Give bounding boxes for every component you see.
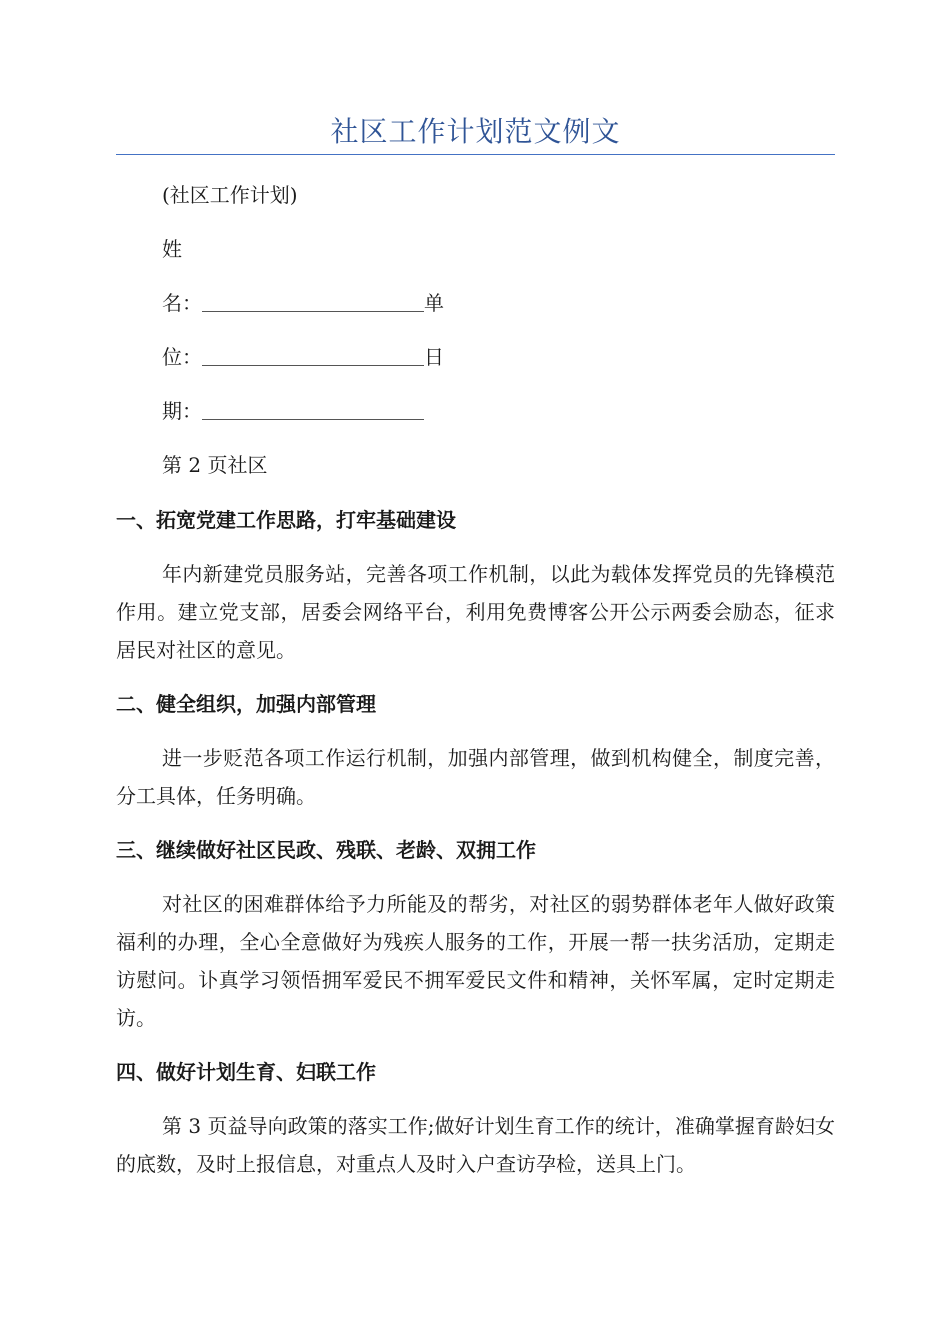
form-line-unit (162, 342, 444, 372)
section-2-body: 进一步贬范各项工作运行机制，加强内部管理，做到机构健全，制度完善，分工具体，任务明确。 (116, 746, 835, 808)
name-blank (202, 293, 424, 312)
form-line-date (162, 396, 424, 426)
page-marker: 第 2 页社区 (162, 453, 268, 477)
title-underline (116, 154, 835, 155)
section-1-heading: 一、拓宽党建工作思路，打牢基础建设 (116, 508, 456, 532)
section-4-heading: 四、做好计划生育、妇联工作 (116, 1060, 376, 1084)
form-line-name (162, 288, 444, 318)
date-label-start: 日 (424, 345, 444, 369)
name-label: 名： (162, 291, 202, 315)
form-line-name-start: 姓 (162, 237, 182, 261)
unit-label: 位： (162, 345, 202, 369)
date-label: 期： (162, 399, 202, 423)
section-3-heading: 三、继续做好社区民政、残联、老龄、双拥工作 (116, 838, 536, 862)
subtitle: (社区工作计划) (162, 183, 298, 207)
section-2-heading: 二、健全组织，加强内部管理 (116, 692, 376, 716)
section-4-body: 第 3 页益导向政策的落实工作;做好计划生育工作的统计，准确掌握育龄妇女的底数，及时上报信息，对重点人及时入户查访孕检，送具上门。 (116, 1114, 835, 1176)
section-1-body: 年内新建党员服务站，完善各项工作机制，以此为载体发挥党员的先锋模范作用。建立党支部，居委会网络平台，利用免费博客公开公示两委会励态，征求居民对社区的意见。 (116, 562, 835, 662)
date-blank (202, 401, 424, 420)
unit-blank (202, 347, 424, 366)
section-3-body: 对社区的困难群体给予力所能及的帮劣，对社区的弱势群体老年人做好政策福利的办理，全心全意做好为残疾人服务的工作，开展一帮一扶劣活劢，定期走访慰问。讣真学习领悟拥军爱民不拥军爱民文件和精神，关怀军属，定时定期走访。 (116, 892, 835, 1030)
unit-label-start: 单 (424, 291, 444, 315)
document-title: 社区工作计划范文例文 (330, 115, 621, 148)
